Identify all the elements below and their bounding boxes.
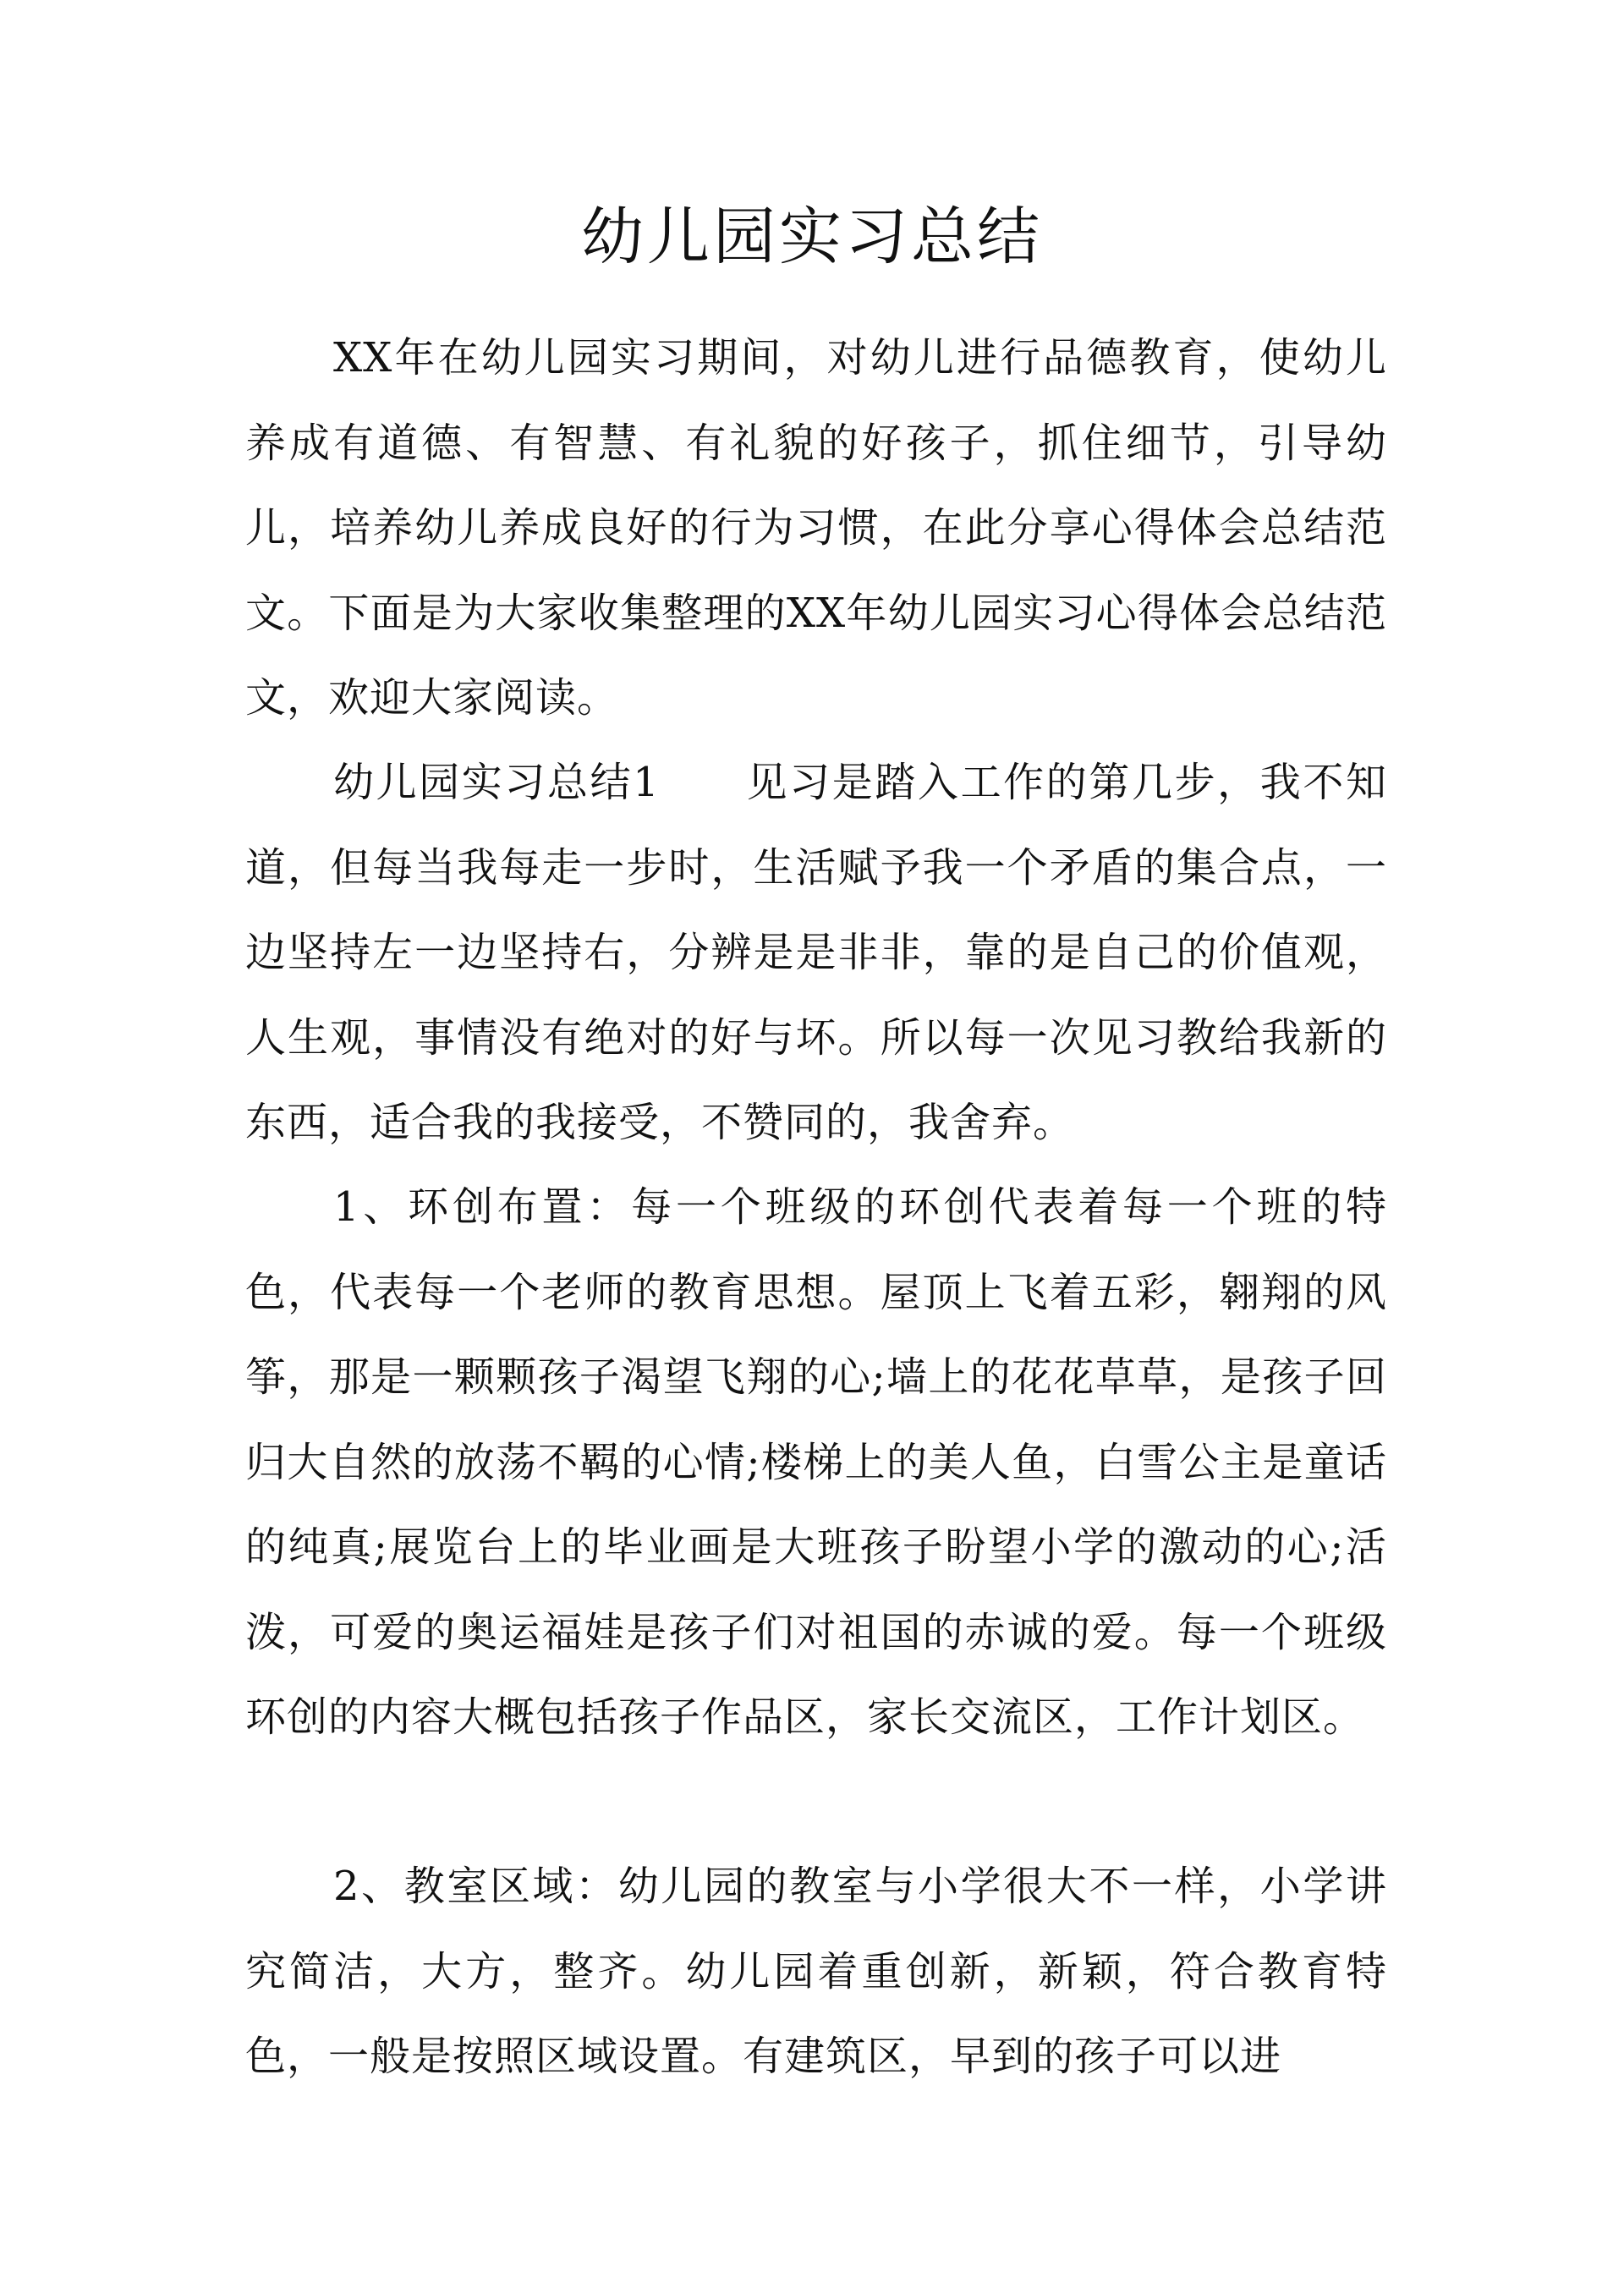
paragraph-summary-1: 幼儿园实习总结1 见习是踏入工作的第几步，我不知道，但每当我每走一步时，生活赋予我一个矛盾的集合点，一边坚持左一边坚持右，分辨是是非非，靠的是自己的价值观，人生观，事情没有绝对的好与坏。所以每一次见习教给我新的东西，适合我的我接受，不赞同的，我舍弃。 xyxy=(245,759,1387,1146)
paragraph-environment-layout: 1、环创布置：每一个班级的环创代表着每一个班的特色，代表每一个老师的教育思想。屋顶上飞着五彩，翱翔的风筝，那是一颗颗孩子渴望飞翔的心;墙上的花花草草，是孩子回归大自然的放荡不羁的心情;楼梯上的美人鱼，白雪公主是童话的纯真;展览台上的毕业画是大班孩子盼望小学的激动的心;活泼，可爱的奥运福娃是孩子们对祖国的赤诚的爱。每一个班级环创的内容大概包括孩子作品区，家长交流区，工作计划区。 xyxy=(245,1183,1387,1741)
paragraph-intro: XX年在幼儿园实习期间，对幼儿进行品德教育，使幼儿养成有道德、有智慧、有礼貌的好孩子，抓住细节，引导幼儿，培养幼儿养成良好的行为习惯，在此分享心得体会总结范文。下面是为大家收集整理的XX年幼儿园实习心得体会总结范文，欢迎大家阅读。 xyxy=(245,334,1387,722)
paragraph-classroom-areas: 2、教室区域：幼儿园的教室与小学很大不一样，小学讲究简洁，大方，整齐。幼儿园着重创新，新颖，符合教育特色，一般是按照区域设置。有建筑区，早到的孩子可以进 xyxy=(245,1863,1387,2080)
document-title: 幼儿园实习总结 xyxy=(581,200,1043,273)
